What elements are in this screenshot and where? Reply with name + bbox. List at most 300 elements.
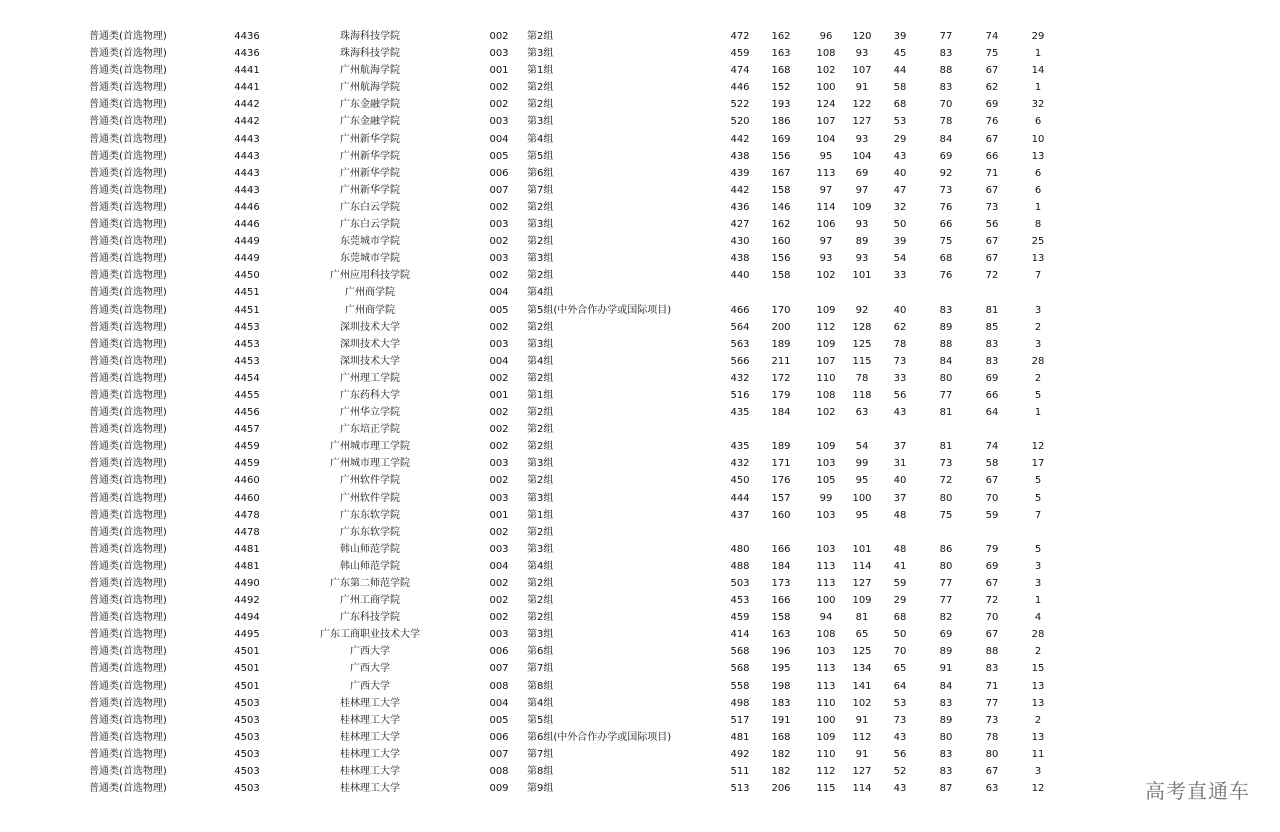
score-cell: 453	[730, 595, 750, 607]
score-cell: 93	[855, 48, 869, 60]
group-code-cell: 003	[489, 458, 509, 470]
score-cell: 563	[730, 338, 750, 350]
score-cell: 110	[816, 697, 836, 709]
score-cell: 72	[939, 475, 953, 487]
group-code-cell: 002	[489, 526, 509, 538]
score-cell: 503	[730, 578, 750, 589]
score-cell: 75	[985, 48, 999, 60]
category-cell: 普通类(首选物理)	[89, 509, 167, 521]
score-cell: 29	[893, 133, 907, 145]
score-cell: 67	[985, 133, 999, 145]
score-cell: 68	[893, 612, 907, 624]
group-name-cell: 第8组	[527, 680, 554, 692]
score-cell: 64	[985, 407, 999, 419]
score-cell: 91	[855, 748, 869, 760]
score-cell: 76	[939, 201, 953, 213]
score-cell: 75	[939, 509, 953, 521]
score-cell: 66	[985, 389, 999, 401]
score-cell: 103	[816, 458, 836, 470]
group-name-cell: 第2组	[527, 82, 554, 94]
institution-code-cell: 4443	[234, 167, 260, 179]
score-cell: 84	[939, 680, 953, 692]
group-name-cell: 第2组	[527, 578, 554, 589]
category-cell: 普通类(首选物理)	[89, 184, 167, 196]
score-cell: 474	[730, 65, 750, 77]
group-code-cell: 004	[489, 133, 509, 145]
institution-name-cell: 珠海科技学院	[340, 48, 400, 60]
group-code-cell: 009	[489, 783, 509, 795]
group-code-cell: 007	[489, 184, 509, 196]
score-cell: 5	[1034, 475, 1042, 487]
group-code-cell: 002	[489, 372, 509, 384]
score-cell: 168	[771, 65, 791, 77]
score-cell: 62	[893, 321, 907, 333]
group-code-cell: 002	[489, 82, 509, 94]
score-cell: 32	[1031, 99, 1045, 111]
score-cell: 87	[939, 783, 953, 795]
institution-name-cell: 广州华立学院	[340, 407, 400, 419]
institution-code-cell: 4449	[234, 253, 260, 265]
group-name-cell: 第5组	[527, 714, 554, 726]
table-row	[0, 165, 1280, 182]
group-name-cell: 第2组	[527, 424, 554, 436]
score-cell: 69	[939, 629, 953, 641]
score-cell: 29	[1031, 31, 1045, 42]
score-cell: 83	[939, 304, 953, 316]
score-cell: 163	[771, 48, 791, 60]
table-row	[0, 199, 1280, 216]
table-row	[0, 284, 1280, 301]
score-cell: 48	[893, 509, 907, 521]
table-row	[0, 96, 1280, 113]
score-cell: 69	[985, 372, 999, 384]
score-cell: 110	[816, 372, 836, 384]
institution-code-cell: 4441	[234, 65, 260, 77]
score-cell: 186	[771, 116, 791, 128]
category-cell: 普通类(首选物理)	[89, 48, 167, 60]
table-row	[0, 319, 1280, 336]
score-cell: 105	[816, 475, 836, 487]
institution-name-cell: 桂林理工大学	[340, 731, 400, 743]
institution-code-cell: 4501	[234, 680, 260, 692]
score-cell: 56	[985, 219, 999, 231]
score-cell: 113	[816, 167, 836, 179]
score-cell: 78	[855, 372, 869, 384]
score-cell: 1	[1034, 48, 1042, 60]
group-code-cell: 008	[489, 680, 509, 692]
score-cell: 65	[855, 629, 869, 641]
table-row	[0, 370, 1280, 387]
score-cell: 195	[771, 663, 791, 675]
score-cell: 28	[1031, 355, 1045, 367]
score-cell: 25	[1031, 236, 1045, 248]
score-cell: 83	[939, 48, 953, 60]
score-cell: 163	[771, 629, 791, 641]
score-cell: 67	[985, 253, 999, 265]
table-row	[0, 455, 1280, 472]
group-name-cell: 第3组	[527, 492, 554, 504]
score-cell: 31	[893, 458, 907, 470]
score-cell: 5	[1034, 389, 1042, 401]
category-cell: 普通类(首选物理)	[89, 629, 167, 641]
institution-name-cell: 广东工商职业技术大学	[320, 629, 420, 641]
score-cell: 68	[893, 99, 907, 111]
score-cell: 45	[893, 48, 907, 60]
table-row	[0, 353, 1280, 370]
group-code-cell: 006	[489, 167, 509, 179]
score-cell: 76	[939, 270, 953, 282]
institution-code-cell: 4481	[234, 560, 260, 572]
institution-code-cell: 4503	[234, 766, 260, 778]
score-cell: 6	[1034, 167, 1042, 179]
category-cell: 普通类(首选物理)	[89, 458, 167, 470]
score-cell: 100	[816, 595, 836, 607]
score-cell: 70	[893, 646, 907, 658]
score-cell: 157	[771, 492, 791, 504]
score-cell: 102	[816, 65, 836, 77]
score-cell: 81	[985, 304, 999, 316]
institution-code-cell: 4459	[234, 441, 260, 453]
score-cell: 33	[893, 372, 907, 384]
score-cell: 114	[852, 560, 872, 572]
category-cell: 普通类(首选物理)	[89, 731, 167, 743]
institution-code-cell: 4503	[234, 783, 260, 795]
score-cell: 7	[1034, 270, 1042, 282]
score-cell: 41	[893, 560, 907, 572]
institution-code-cell: 4450	[234, 270, 260, 282]
score-cell: 11	[1031, 748, 1045, 760]
score-cell: 96	[819, 31, 833, 42]
institution-code-cell: 4456	[234, 407, 260, 419]
group-code-cell: 002	[489, 612, 509, 624]
score-cell: 173	[771, 578, 791, 589]
institution-name-cell: 深圳技术大学	[340, 338, 400, 350]
group-name-cell: 第2组	[527, 595, 554, 607]
score-cell: 40	[893, 167, 907, 179]
table-row	[0, 182, 1280, 199]
group-code-cell: 005	[489, 150, 509, 162]
score-cell: 89	[939, 714, 953, 726]
category-cell: 普通类(首选物理)	[89, 338, 167, 350]
score-cell: 58	[985, 458, 999, 470]
score-cell: 437	[730, 509, 750, 521]
group-name-cell: 第2组	[527, 612, 554, 624]
table-row	[0, 79, 1280, 96]
category-cell: 普通类(首选物理)	[89, 253, 167, 265]
category-cell: 普通类(首选物理)	[89, 475, 167, 487]
score-cell: 95	[855, 475, 869, 487]
score-cell: 10	[1031, 133, 1045, 145]
group-name-cell: 第1组	[527, 389, 554, 401]
score-cell: 62	[985, 82, 999, 94]
institution-code-cell: 4442	[234, 116, 260, 128]
institution-name-cell: 桂林理工大学	[340, 697, 400, 709]
institution-code-cell: 4453	[234, 321, 260, 333]
score-cell: 191	[771, 714, 791, 726]
score-cell: 102	[816, 270, 836, 282]
score-cell: 125	[852, 646, 872, 658]
category-cell: 普通类(首选物理)	[89, 219, 167, 231]
institution-name-cell: 东莞城市学院	[340, 236, 400, 248]
watermark: 高考直通车	[1145, 779, 1250, 803]
score-cell: 446	[730, 82, 750, 94]
score-cell: 168	[771, 731, 791, 743]
category-cell: 普通类(首选物理)	[89, 441, 167, 453]
score-cell: 427	[730, 219, 750, 231]
group-name-cell: 第2组	[527, 236, 554, 248]
score-cell: 47	[893, 184, 907, 196]
institution-code-cell: 4478	[234, 526, 260, 538]
score-cell: 13	[1031, 697, 1045, 709]
category-cell: 普通类(首选物理)	[89, 748, 167, 760]
score-cell: 78	[893, 338, 907, 350]
score-cell: 4	[1034, 612, 1042, 624]
group-name-cell: 第2组	[527, 321, 554, 333]
institution-name-cell: 广州航海学院	[340, 82, 400, 94]
group-code-cell: 003	[489, 219, 509, 231]
institution-name-cell: 广州城市理工学院	[330, 441, 410, 453]
score-cell: 127	[852, 578, 872, 589]
score-cell: 184	[771, 560, 791, 572]
group-code-cell: 001	[489, 509, 509, 521]
score-cell: 73	[939, 184, 953, 196]
table-row	[0, 302, 1280, 319]
score-cell: 3	[1034, 560, 1042, 572]
score-cell: 69	[855, 167, 869, 179]
score-cell: 15	[1031, 663, 1045, 675]
group-name-cell: 第7组	[527, 184, 554, 196]
score-cell: 2	[1034, 646, 1042, 658]
score-cell: 1	[1034, 82, 1042, 94]
score-cell: 198	[771, 680, 791, 692]
score-cell: 100	[816, 82, 836, 94]
table-row	[0, 626, 1280, 643]
group-code-cell: 002	[489, 201, 509, 213]
category-cell: 普通类(首选物理)	[89, 766, 167, 778]
score-cell: 40	[893, 475, 907, 487]
score-cell: 158	[771, 184, 791, 196]
score-cell: 109	[816, 338, 836, 350]
score-cell: 83	[985, 663, 999, 675]
score-cell: 109	[816, 441, 836, 453]
institution-code-cell: 4443	[234, 184, 260, 196]
score-cell: 43	[893, 150, 907, 162]
institution-code-cell: 4457	[234, 424, 260, 436]
category-cell: 普通类(首选物理)	[89, 304, 167, 316]
score-cell: 172	[771, 372, 791, 384]
score-cell: 435	[730, 407, 750, 419]
score-cell: 74	[985, 31, 999, 42]
table-row	[0, 387, 1280, 404]
score-cell: 432	[730, 458, 750, 470]
score-cell: 103	[816, 509, 836, 521]
group-code-cell: 003	[489, 629, 509, 641]
score-cell: 183	[771, 697, 791, 709]
institution-code-cell: 4451	[234, 304, 260, 316]
group-code-cell: 002	[489, 424, 509, 436]
score-cell: 64	[893, 680, 907, 692]
institution-code-cell: 4436	[234, 48, 260, 60]
score-cell: 100	[852, 492, 872, 504]
institution-code-cell: 4455	[234, 389, 260, 401]
score-cell: 79	[985, 543, 999, 555]
score-cell: 76	[985, 116, 999, 128]
score-cell: 1	[1034, 595, 1042, 607]
group-name-cell: 第2组	[527, 475, 554, 487]
table-row	[0, 729, 1280, 746]
category-cell: 普通类(首选物理)	[89, 526, 167, 538]
score-cell: 176	[771, 475, 791, 487]
group-code-cell: 002	[489, 441, 509, 453]
institution-name-cell: 珠海科技学院	[340, 31, 400, 42]
institution-name-cell: 广西大学	[350, 646, 390, 658]
institution-code-cell: 4478	[234, 509, 260, 521]
score-cell: 39	[893, 236, 907, 248]
score-cell: 103	[816, 646, 836, 658]
score-cell: 1	[1034, 201, 1042, 213]
group-name-cell: 第2组	[527, 407, 554, 419]
group-code-cell: 002	[489, 321, 509, 333]
score-cell: 68	[939, 253, 953, 265]
group-name-cell: 第2组	[527, 270, 554, 282]
group-code-cell: 002	[489, 407, 509, 419]
institution-name-cell: 广西大学	[350, 680, 390, 692]
score-cell: 108	[816, 48, 836, 60]
score-cell: 17	[1031, 458, 1045, 470]
score-cell: 2	[1034, 372, 1042, 384]
score-cell: 97	[819, 184, 833, 196]
score-cell: 70	[985, 612, 999, 624]
score-cell: 40	[893, 304, 907, 316]
score-cell: 92	[939, 167, 953, 179]
score-cell: 166	[771, 595, 791, 607]
score-cell: 67	[985, 236, 999, 248]
score-cell: 14	[1031, 65, 1045, 77]
score-cell: 107	[816, 116, 836, 128]
score-table	[0, 28, 1280, 797]
score-cell: 43	[893, 783, 907, 795]
institution-name-cell: 广东药科大学	[340, 389, 400, 401]
institution-name-cell: 广东东软学院	[340, 509, 400, 521]
institution-code-cell: 4446	[234, 219, 260, 231]
group-name-cell: 第3组	[527, 48, 554, 60]
institution-code-cell: 4490	[234, 578, 260, 589]
institution-code-cell: 4459	[234, 458, 260, 470]
institution-code-cell: 4460	[234, 492, 260, 504]
institution-name-cell: 广州软件学院	[340, 492, 400, 504]
institution-code-cell: 4453	[234, 338, 260, 350]
score-cell: 70	[939, 99, 953, 111]
score-cell: 3	[1034, 578, 1042, 589]
score-cell: 56	[893, 748, 907, 760]
score-cell: 54	[893, 253, 907, 265]
table-row	[0, 113, 1280, 130]
score-cell: 466	[730, 304, 750, 316]
group-code-cell: 003	[489, 492, 509, 504]
group-name-cell: 第2组	[527, 99, 554, 111]
score-cell: 58	[893, 82, 907, 94]
score-cell: 73	[893, 714, 907, 726]
score-cell: 75	[939, 236, 953, 248]
score-cell: 459	[730, 48, 750, 60]
group-code-cell: 008	[489, 766, 509, 778]
score-cell: 81	[939, 407, 953, 419]
group-code-cell: 002	[489, 475, 509, 487]
table-row	[0, 695, 1280, 712]
score-cell: 156	[771, 253, 791, 265]
group-name-cell: 第4组	[527, 355, 554, 367]
score-cell: 520	[730, 116, 750, 128]
table-row	[0, 216, 1280, 233]
table-row	[0, 28, 1280, 45]
score-cell: 63	[855, 407, 869, 419]
group-name-cell: 第1组	[527, 65, 554, 77]
group-name-cell: 第3组	[527, 338, 554, 350]
score-cell: 182	[771, 748, 791, 760]
category-cell: 普通类(首选物理)	[89, 783, 167, 795]
score-cell: 48	[893, 543, 907, 555]
institution-name-cell: 广东金融学院	[340, 116, 400, 128]
category-cell: 普通类(首选物理)	[89, 270, 167, 282]
score-cell: 91	[855, 714, 869, 726]
category-cell: 普通类(首选物理)	[89, 99, 167, 111]
institution-name-cell: 广西大学	[350, 663, 390, 675]
score-cell: 160	[771, 236, 791, 248]
institution-name-cell: 东莞城市学院	[340, 253, 400, 265]
score-cell: 37	[893, 492, 907, 504]
score-cell: 118	[852, 389, 872, 401]
score-cell: 438	[730, 150, 750, 162]
score-cell: 32	[893, 201, 907, 213]
score-cell: 442	[730, 184, 750, 196]
score-cell: 146	[771, 201, 791, 213]
institution-code-cell: 4449	[234, 236, 260, 248]
score-cell: 39	[893, 31, 907, 42]
score-cell: 13	[1031, 150, 1045, 162]
score-cell: 94	[819, 612, 833, 624]
score-cell: 73	[985, 714, 999, 726]
score-cell: 43	[893, 407, 907, 419]
institution-name-cell: 广州新华学院	[340, 184, 400, 196]
table-row	[0, 421, 1280, 438]
score-cell: 77	[939, 389, 953, 401]
score-cell: 80	[939, 560, 953, 572]
score-cell: 67	[985, 629, 999, 641]
score-cell: 85	[985, 321, 999, 333]
group-code-cell: 005	[489, 714, 509, 726]
score-cell: 77	[939, 595, 953, 607]
score-cell: 109	[816, 304, 836, 316]
score-cell: 44	[893, 65, 907, 77]
score-cell: 93	[819, 253, 833, 265]
group-code-cell: 004	[489, 560, 509, 572]
score-cell: 88	[939, 65, 953, 77]
score-cell: 115	[816, 783, 836, 795]
score-cell: 77	[985, 697, 999, 709]
score-cell: 63	[985, 783, 999, 795]
score-cell: 1	[1034, 407, 1042, 419]
category-cell: 普通类(首选物理)	[89, 424, 167, 436]
score-cell: 37	[893, 441, 907, 453]
table-row	[0, 490, 1280, 507]
score-cell: 104	[816, 133, 836, 145]
score-cell: 88	[939, 338, 953, 350]
score-cell: 95	[855, 509, 869, 521]
table-row	[0, 148, 1280, 165]
score-cell: 438	[730, 253, 750, 265]
table-row	[0, 336, 1280, 353]
score-cell: 101	[852, 543, 872, 555]
